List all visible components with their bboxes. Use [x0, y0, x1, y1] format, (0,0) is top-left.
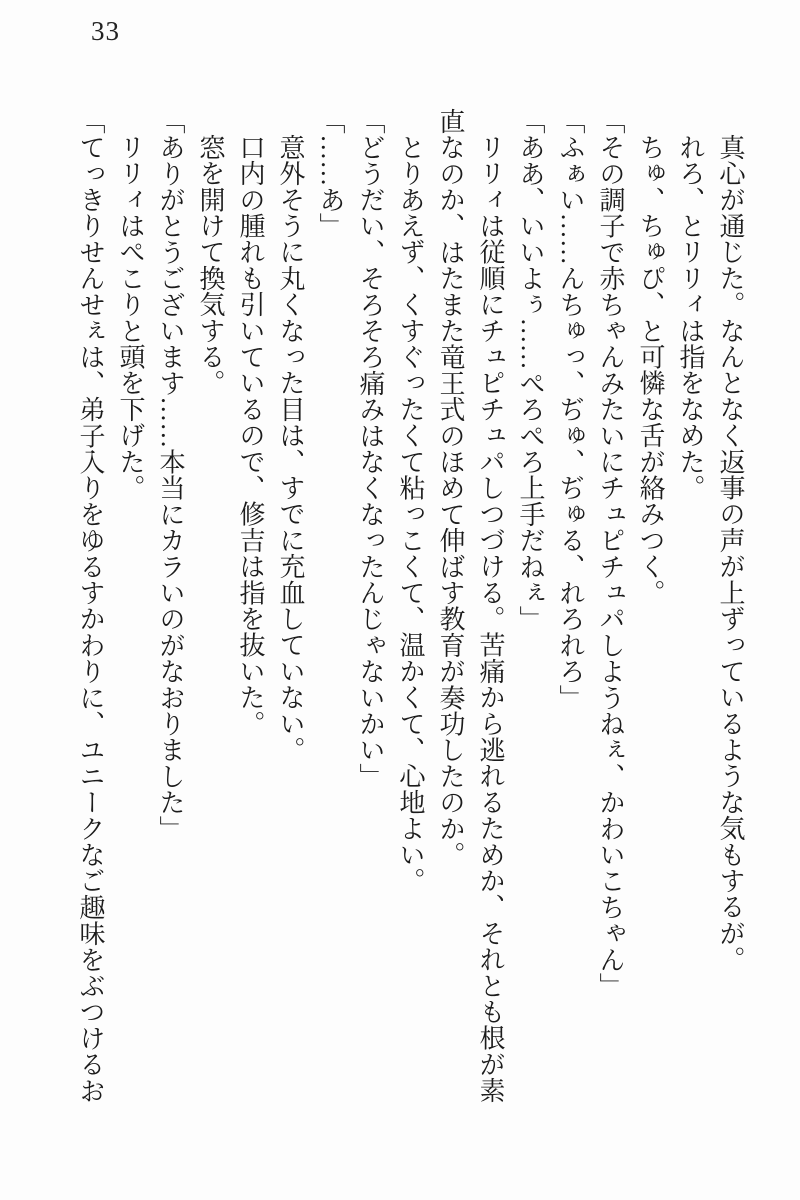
paragraph: 口内の腫れも引いているので、修吉は指を抜いた。	[236, 134, 265, 737]
paragraph: ちゅ、ちゅぴ、と可憐な舌が絡みつく。	[636, 134, 665, 606]
paragraph: とりあえず、くすぐったくて粘っこくて、温かくて、心地よい。	[396, 134, 425, 894]
page-text	[70, 108, 750, 1120]
paragraph: リリィは従順にチュピチュパしつづける。苦痛から逃れるためか、それとも根が素直なのか、はたまた竜王式のほめて伸ばす教育が奏功したのか。	[436, 108, 505, 1104]
paragraph: 真心が通じた。なんとなく返事の声が上ずっているような気もするが。	[716, 134, 745, 973]
paragraph-dialogue: 「てっきりせんせぇは、弟子入りをゆるすかわりに、ユニークなご趣味をぶつけるお	[76, 108, 105, 1104]
paragraph: れろ、とリリィは指をなめた。	[676, 134, 705, 501]
paragraph-dialogue: 「ああ、いいよぅ……ぺろぺろ上手だねぇ」	[516, 108, 545, 632]
paragraph-dialogue: 「どうだい、そろそろ痛みはなくなったんじゃないかい」	[356, 108, 385, 790]
paragraph-dialogue: 「その調子で赤ちゃんみたいにチュピチュパしようねぇ、かわいこちゃん」	[596, 108, 625, 999]
paragraph-dialogue: 「ありがとうございます……本当にカラいのがなおりました」	[156, 108, 185, 842]
paragraph-dialogue: 「……あ」	[316, 108, 345, 239]
paragraph: 意外そうに丸くなった目は、すでに充血していない。	[276, 134, 305, 763]
page-number: 33	[91, 16, 120, 46]
paragraph: リリィはぺこりと頭を下げた。	[116, 134, 145, 501]
paragraph: 窓を開けて換気する。	[196, 134, 225, 396]
paragraph-dialogue: 「ふぁい……んちゅっ、ぢゅ、ぢゅる、れろれろ」	[556, 108, 585, 711]
